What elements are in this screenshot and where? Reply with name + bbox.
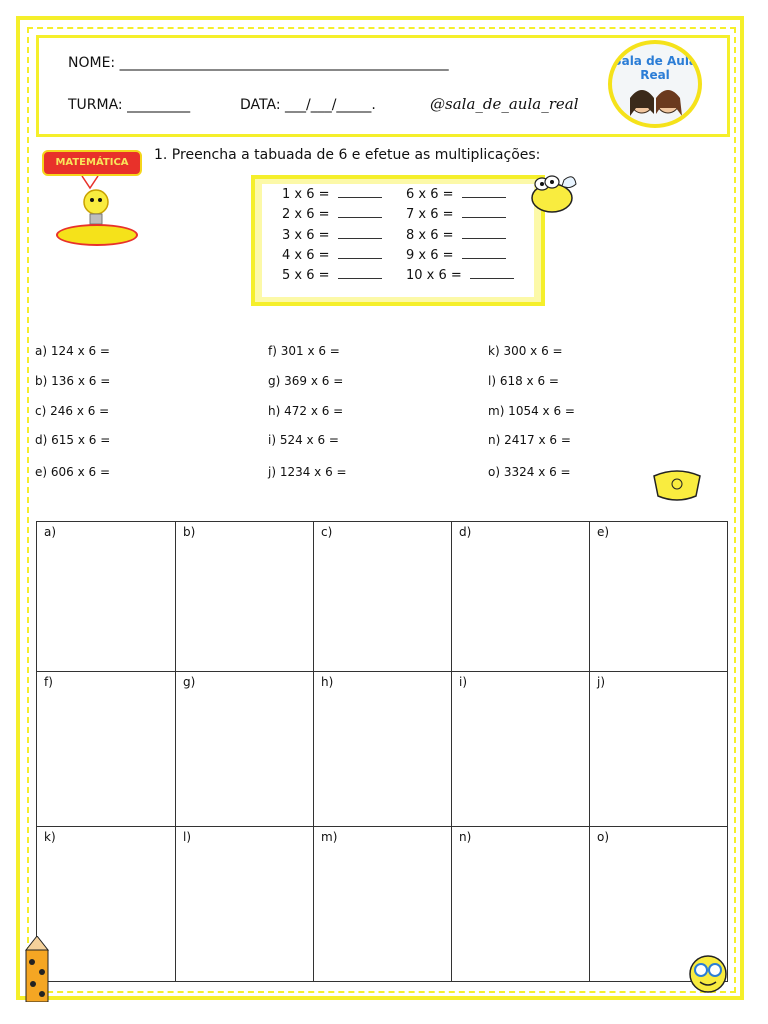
cell-label: b) — [183, 525, 196, 539]
tabuada-row-left[interactable] — [282, 268, 382, 283]
work-cell[interactable] — [452, 827, 590, 981]
work-grid — [36, 521, 728, 982]
logo — [608, 40, 702, 128]
cell-label: m) — [321, 830, 338, 844]
answer-blank[interactable] — [462, 228, 506, 239]
cell-label: d) — [459, 525, 472, 539]
tabuada-row-left[interactable] — [282, 207, 382, 222]
tabuada-row-left[interactable] — [282, 248, 382, 263]
logo-text: Sala de Aula Real — [612, 54, 698, 82]
work-cell[interactable] — [176, 522, 314, 672]
tabuada-expression: 7 x 6 = — [406, 207, 454, 222]
answer-blank[interactable] — [338, 228, 382, 239]
bulb-base-ellipse — [56, 224, 138, 246]
mask-icon — [646, 466, 708, 506]
pencil-icon — [22, 936, 52, 1002]
cell-label: k) — [44, 830, 56, 844]
social-handle: @sala_de_aula_real — [430, 95, 579, 113]
work-cell[interactable] — [314, 827, 452, 981]
exercise-item: d) 615 x 6 = — [35, 433, 111, 447]
cell-label: j) — [597, 675, 606, 689]
cell-label: o) — [597, 830, 610, 844]
cell-label: i) — [459, 675, 468, 689]
tabuada-row-right[interactable] — [406, 228, 506, 243]
tabuada-expression: 1 x 6 = — [282, 187, 330, 202]
work-cell[interactable] — [314, 522, 452, 672]
question-1: 1. Preencha a tabuada de 6 e efetue as multiplicações: — [154, 147, 541, 163]
tabuada-expression: 8 x 6 = — [406, 228, 454, 243]
exercise-item: j) 1234 x 6 = — [268, 465, 347, 479]
work-cell[interactable] — [452, 672, 590, 827]
exercise-item: o) 3324 x 6 = — [488, 465, 571, 479]
answer-blank[interactable] — [462, 187, 506, 198]
answer-blank[interactable] — [338, 268, 382, 279]
cell-label: a) — [44, 525, 57, 539]
exercise-item: a) 124 x 6 = — [35, 344, 110, 358]
date-field[interactable]: DATA: ___/___/_____. — [240, 97, 376, 113]
tabuada-row-right[interactable] — [406, 268, 514, 283]
work-cell[interactable] — [590, 522, 727, 672]
work-cell[interactable] — [314, 672, 452, 827]
tabuada-expression: 2 x 6 = — [282, 207, 330, 222]
exercise-item: f) 301 x 6 = — [268, 344, 340, 358]
exercise-item: n) 2417 x 6 = — [488, 433, 571, 447]
tabuada-expression: 10 x 6 = — [406, 268, 462, 283]
exercise-item: i) 524 x 6 = — [268, 433, 339, 447]
exercise-item: g) 369 x 6 = — [268, 374, 344, 388]
teachers-illustration — [612, 44, 698, 124]
work-cell[interactable] — [37, 672, 176, 827]
smiley-glasses-icon — [684, 946, 734, 998]
work-cell[interactable] — [176, 672, 314, 827]
bee-icon — [522, 166, 580, 218]
cell-label: e) — [597, 525, 610, 539]
tabuada-row-right[interactable] — [406, 207, 506, 222]
tabuada-row-right[interactable] — [406, 248, 506, 263]
answer-blank[interactable] — [338, 187, 382, 198]
turma-field[interactable]: TURMA: _________ — [68, 97, 191, 113]
exercise-item: l) 618 x 6 = — [488, 374, 559, 388]
answer-blank[interactable] — [462, 207, 506, 218]
cell-label: n) — [459, 830, 472, 844]
answer-blank[interactable] — [470, 268, 514, 279]
tabuada-row-left[interactable] — [282, 228, 382, 243]
cell-label: g) — [183, 675, 196, 689]
exercise-item: b) 136 x 6 = — [35, 374, 111, 388]
tabuada-row-left[interactable] — [282, 187, 382, 202]
cell-label: l) — [183, 830, 192, 844]
exercise-item: m) 1054 x 6 = — [488, 404, 575, 418]
exercise-item: c) 246 x 6 = — [35, 404, 110, 418]
tabuada-expression: 6 x 6 = — [406, 187, 454, 202]
work-cell[interactable] — [176, 827, 314, 981]
tabuada-expression: 5 x 6 = — [282, 268, 330, 283]
tabuada-row-right[interactable] — [406, 187, 506, 202]
cell-label: h) — [321, 675, 334, 689]
work-cell[interactable] — [37, 522, 176, 672]
name-field[interactable]: NOME: _______________________________________________ — [68, 55, 449, 71]
cell-label: c) — [321, 525, 333, 539]
work-cell[interactable] — [590, 672, 727, 827]
cell-label: f) — [44, 675, 53, 689]
tabuada-expression: 3 x 6 = — [282, 228, 330, 243]
answer-blank[interactable] — [338, 207, 382, 218]
work-cell[interactable] — [452, 522, 590, 672]
exercise-item: k) 300 x 6 = — [488, 344, 563, 358]
answer-blank[interactable] — [338, 248, 382, 259]
work-cell[interactable] — [37, 827, 176, 981]
matematica-badge: MATEMÁTICA — [42, 150, 142, 176]
answer-blank[interactable] — [462, 248, 506, 259]
exercise-item: h) 472 x 6 = — [268, 404, 344, 418]
tabuada-expression: 4 x 6 = — [282, 248, 330, 263]
tabuada-expression: 9 x 6 = — [406, 248, 454, 263]
exercise-item: e) 606 x 6 = — [35, 465, 111, 479]
